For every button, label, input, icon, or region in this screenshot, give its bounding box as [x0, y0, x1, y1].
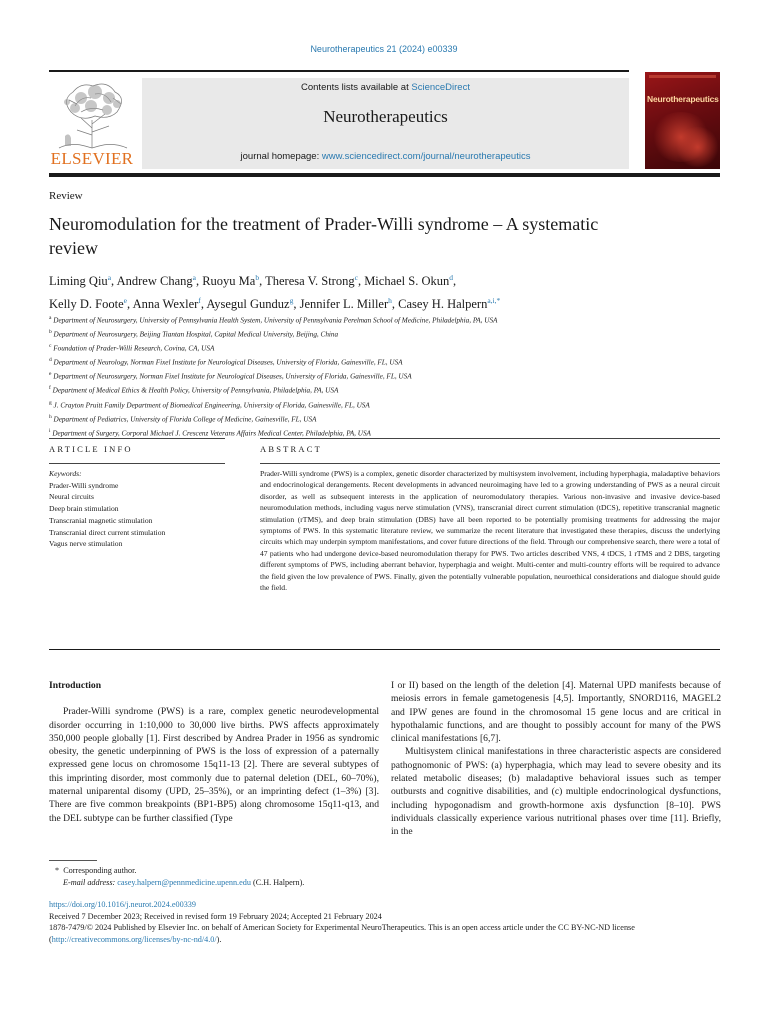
affiliation: $^b$ Department of Neurosurgery, Beijing Tiantan Hospital, Capital Medical University, Beijing, China — [49, 329, 339, 339]
keyword: Transcranial magnetic stimulation — [49, 515, 153, 525]
keywords-label: Keywords: — [49, 469, 82, 478]
abstract-heading: ABSTRACT — [260, 444, 322, 454]
author[interactable]: Theresa V. Strong$^c$ — [265, 273, 358, 289]
masthead-bottom-rule — [49, 173, 720, 177]
body-paragraph: Multisystem clinical manifestations in three characteristic aspects are considered pathognomonic of PWS: (a) hyperphagia, which may lead to severe obesity and its related metabolic diseases; (b) maladaptive behavioral issues such as temper outbursts and cognitive disabilities, and (c) multiple endocrinological dysfunctions, including hypogonadism and growth-hormone axis dysfunction [8–10]. PWS individuals classically experience various nutritional phases over time [11]. Briefly, in the — [391, 746, 721, 838]
article-info-heading: ARTICLE INFO — [49, 444, 133, 454]
affiliation: $^g$ J. Crayton Pruitt Family Department of Biomedical Engineering, University of Florida, Gainesville, FL, USA — [49, 399, 370, 409]
article-type: Review — [49, 190, 83, 202]
affiliation: $^a$ Department of Neurosurgery, University of Pennsylvania Health System, University of Pennsylvania Perelman School of Medicine, Philadelphia, PA, USA — [49, 315, 498, 325]
keyword: Neural circuits — [49, 492, 94, 502]
cover-artwork — [675, 127, 720, 167]
affiliation: $^f$ Department of Medical Ethics & Health Policy, University of Pennsylvania, Philadelphia, PA, USA — [49, 385, 339, 395]
contents-prefix: Contents lists available at — [301, 82, 412, 93]
journal-banner — [142, 78, 629, 169]
author[interactable]: Kelly D. Foote$^e$ — [49, 296, 127, 312]
contents-availability — [142, 82, 629, 93]
author[interactable]: Aysegul Gunduz$^g$ — [206, 296, 294, 312]
affiliation: $^d$ Department of Neurology, Norman Fixel Institute for Neurological Diseases, University of Florida, Gainesville, FL, USA — [49, 357, 403, 367]
publication-info — [49, 899, 721, 945]
abstract-bottom-rule — [49, 649, 720, 650]
corresponding-author-footnote — [49, 865, 379, 890]
corresponding-label: Corresponding author. — [63, 866, 137, 875]
doi-link[interactable]: https://doi.org/10.1016/j.neurot.2024.e00339 — [49, 900, 196, 909]
keyword: Transcranial direct current stimulation — [49, 527, 166, 537]
elsevier-logo[interactable] — [49, 78, 135, 168]
affiliation: $^h$ Department of Pediatrics, University of Florida College of Medicine, Gainesville, FL, USA — [49, 413, 317, 424]
section-heading-introduction: Introduction — [49, 680, 102, 691]
body-column-right — [391, 679, 721, 839]
author-list: Liming Qiu$^a$, Andrew Chang$^a$, Ruoyu Ma$^b$, Theresa V. Strong$^c$, Michael S. Okun$^d$, Kelly D. Foote$^e$, Anna Wexler$^f$, Aysegul Gunduz$^g$, Jennifer L. Miller$^h$, Casey H. Halpern$^{a,i,*}$ — [49, 273, 501, 312]
author[interactable]: Casey H. Halpern$^{a,i,*}$ — [398, 296, 501, 312]
cover-strip — [649, 75, 716, 78]
body-paragraph: Prader-Willi syndrome (PWS) is a rare, complex genetic neurodevelopmental disorder occurring in 1:10,000 to 30,000 live births. PWS affects approximately 350,000 people globally [1]. First described by Andrea Prader in 1956 as syndromic obesity, the genetic underpinning of PWS is the loss of expression of a paternally expressed gene locus on chromosome 15q11-13 [2]. There are several subtypes of this imprinting disorder, most commonly due to paternal deletion (DEL, 60–70%), maternal uniparental disomy (UPD, 25–35%), or an imprinting defect (1–3%) [3]. There are five common breakpoints (BP1-BP5) along chromosome 15q11-q13, and the DEL subtype can be further classified (Type — [49, 706, 379, 824]
article-info-top-rule — [49, 438, 225, 439]
body-paragraph: I or II) based on the length of the deletion [4]. Maternal UPD manifests because of meiosis errors in female gametogenesis [4,5]. Importantly, SNORD116, MAGEL2 and IPW genes are found in the chromosomal 15 gene locus and are critical in hypothalamic functions, and are thought to possibly account for many of the PWS clinical manifestations [6,7]. — [391, 680, 721, 745]
license-link[interactable]: http://creativecommons.org/licenses/by-nc-nd/4.0/ — [51, 934, 217, 944]
footnote-line — [49, 865, 379, 877]
abstract-top-rule — [260, 438, 720, 439]
affiliation-list — [49, 313, 719, 440]
journal-name: Neurotherapeutics — [323, 107, 448, 126]
masthead-top-rule — [49, 70, 629, 72]
sciencedirect-link[interactable]: ScienceDirect — [411, 82, 470, 93]
author[interactable]: Jennifer L. Miller$^h$ — [299, 296, 392, 312]
article-title: Neuromodulation for the treatment of Prader-Willi syndrome – A systematic review — [49, 214, 599, 258]
keyword: Prader-Willi syndrome — [49, 480, 119, 490]
affiliation: $^c$ Foundation of Prader-Willi Research, Covina, CA, USA — [49, 343, 215, 353]
footnote-mark: * — [55, 866, 60, 875]
homepage-label: journal homepage: — [240, 151, 322, 162]
elsevier-wordmark: ELSEVIER — [50, 149, 134, 168]
affiliation: $^i$ Department of Surgery, Corporal Michael J. Crescenz Veterans Affairs Medical Center, Philadelphia, PA, USA — [49, 427, 371, 438]
keyword: Vagus nerve stimulation — [49, 539, 123, 549]
journal-homepage — [142, 151, 629, 162]
homepage-link[interactable]: www.sciencedirect.com/journal/neurotherapeutics — [321, 151, 531, 162]
keyword-list — [49, 468, 225, 550]
author[interactable]: Ruoyu Ma$^b$ — [202, 273, 260, 289]
author[interactable]: Michael S. Okun$^d$ — [364, 273, 453, 289]
elsevier-tree-icon — [51, 80, 133, 150]
affiliation: $^e$ Department of Neurosurgery, Norman Fixel Institute for Neurological Diseases, University of Florida, Gainesville, FL, USA — [49, 371, 412, 381]
author[interactable]: Liming Qiu$^a$ — [49, 273, 112, 289]
footnote-email-line — [49, 877, 379, 889]
keywords-rule — [49, 463, 225, 464]
abstract-text: Prader-Willi syndrome (PWS) is a complex, genetic disorder characterized by multisystem involvement, including hyperphagia, maladaptive behaviors and endocrinological derangements. Recent developments in advanced neuroimaging have led to a growing understanding of PWS as a neural circuit disorder, as well as subsequent interests in the application of neuromodulatory therapies. Various non-invasive and invasive device-based neuromodulation methods, including vagus nerve stimulation (VNS), transcranial direct current stimulation (tDCS), repetitive transcranial magnetic stimulation (rTMS), and deep brain stimulation (DBS) have all been reported to be potentially promising treatments for addressing the major symptoms of PWS. In this systematic literature review, we summarize the recent literature that investigated these therapies, discuss the underlying circuits which may underpin symptom manifestations, and cover future directions of the field. Through our comprehensive search, there were a total of 47 patients who had undergone device-based neuromodulation therapy for PWS. Two articles described VNS, 4 tDCS, 1 rTMS and 2 DBS, targeting different symptoms of PWS, including aberrant behavior, hyperphagia and weight. Multi-center and multi-country efforts will be required to advance the field given the low prevalence of PWS. Finally, given the potentially vulnerable population, neuroethical considerations and dialogue should guide the field. — [260, 469, 720, 593]
received-dates: Received 7 December 2023; Received in revised form 19 February 2024; Accepted 21 February 2024 — [49, 911, 382, 921]
abstract-rule — [260, 463, 720, 464]
journal-reference[interactable]: Neurotherapeutics 21 (2024) e00339 — [310, 44, 458, 54]
email-link[interactable]: casey.halpern@pennmedicine.upenn.edu — [117, 878, 251, 888]
keyword: Deep brain stimulation — [49, 504, 119, 514]
email-label: E-mail address: — [63, 878, 116, 888]
body-column-left — [49, 679, 379, 825]
footnote-rule — [49, 860, 97, 861]
author[interactable]: Andrew Chang$^a$ — [116, 273, 196, 289]
author[interactable]: Anna Wexler$^f$ — [132, 296, 201, 312]
cover-title: Neurotherapeutics — [647, 94, 719, 104]
copyright-notice: 1878-7479/© 2024 Published by Elsevier Inc. on behalf of American Society for Experimental NeuroTherapeutics. This is an open access article under the CC BY-NC-ND license (http://creativecommons.org/licenses/by-nc-nd/4.0/). — [49, 923, 635, 944]
journal-cover-thumbnail[interactable] — [645, 72, 720, 169]
email-suffix: (C.H. Halpern). — [252, 878, 305, 888]
